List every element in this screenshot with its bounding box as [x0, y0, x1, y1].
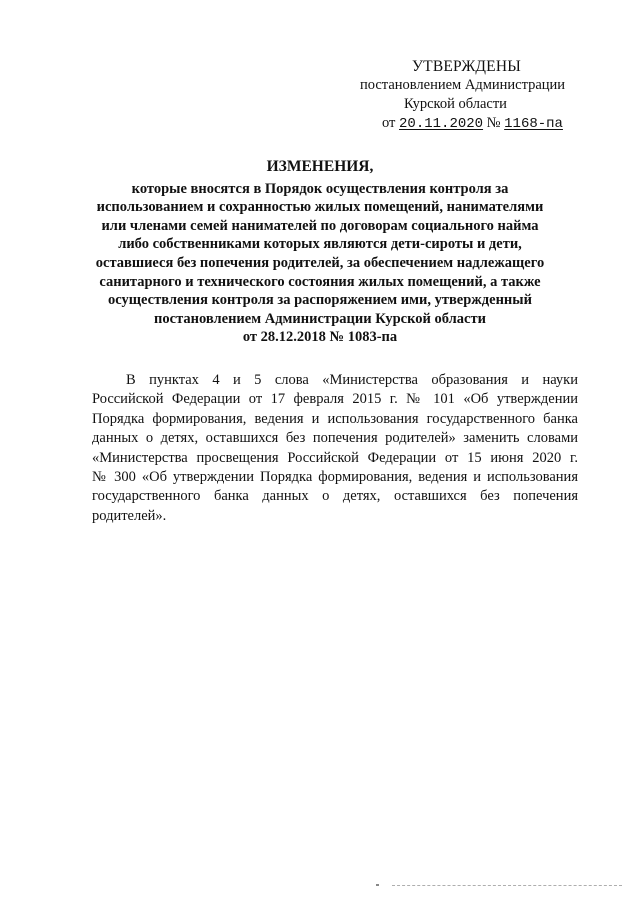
paragraph-line: В пунктах 4 и 5 слова «Министерства образования и науки [126, 372, 578, 388]
paragraph-line: данных о детях, оставшихся без попечения родителей» заменить словами [92, 430, 578, 447]
document-title [60, 158, 580, 347]
footer-divider [392, 885, 622, 886]
approval-number: 1168-па [504, 116, 563, 132]
title-line: постановлением Администрации Курской области [154, 310, 486, 327]
paragraph-line: родителей». [92, 507, 167, 524]
paragraph-line: государственного банка данных о детях, оставшихся без попечения [92, 488, 578, 505]
title-line: или членами семей нанимателей по договорам социального найма [101, 217, 539, 234]
approval-number-prefix: № [483, 115, 505, 131]
title-line: санитарного и технического состояния жилых помещений, а также [99, 273, 541, 290]
approval-date-line [360, 114, 600, 134]
title-line: использованием и сохранностью жилых помещений, нанимателями [96, 199, 544, 216]
paragraph-line: «Министерства просвещения Российской Федерации от 15 июня 2020 г. [92, 449, 578, 466]
approval-block [360, 57, 600, 134]
approval-issuer: постановлением Администрации [360, 77, 566, 93]
approval-region: Курской области [404, 96, 507, 112]
paragraph-line: Российской Федерации от 17 февраля 2015 г. № 101 «Об утверждении [92, 391, 578, 408]
paragraph-line: Порядка формирования, ведения и использования государственного банка [92, 410, 578, 427]
title-line: либо собственниками которых являются дети-сироты и дети, [118, 236, 522, 253]
title-line: от 28.12.2018 № 1083-па [242, 329, 398, 346]
title-heading: ИЗМЕНЕНИЯ, [266, 158, 374, 175]
approval-date: 20.11.2020 [399, 116, 484, 132]
scan-artifact [376, 884, 379, 886]
approval-title: УТВЕРЖДЕНЫ [412, 58, 521, 75]
title-line: осуществления контроля за распоряжением ими, утвержденный [108, 292, 532, 309]
body-paragraph [92, 371, 578, 526]
paragraph-line: № 300 «Об утверждении Порядка формирования, ведения и использования [92, 469, 578, 486]
title-line: которые вносятся в Порядок осуществления контроля за [131, 180, 509, 197]
approval-date-prefix: от [382, 115, 400, 131]
title-line: оставшиеся без попечения родителей, за обеспечением надлежащего [95, 254, 545, 271]
